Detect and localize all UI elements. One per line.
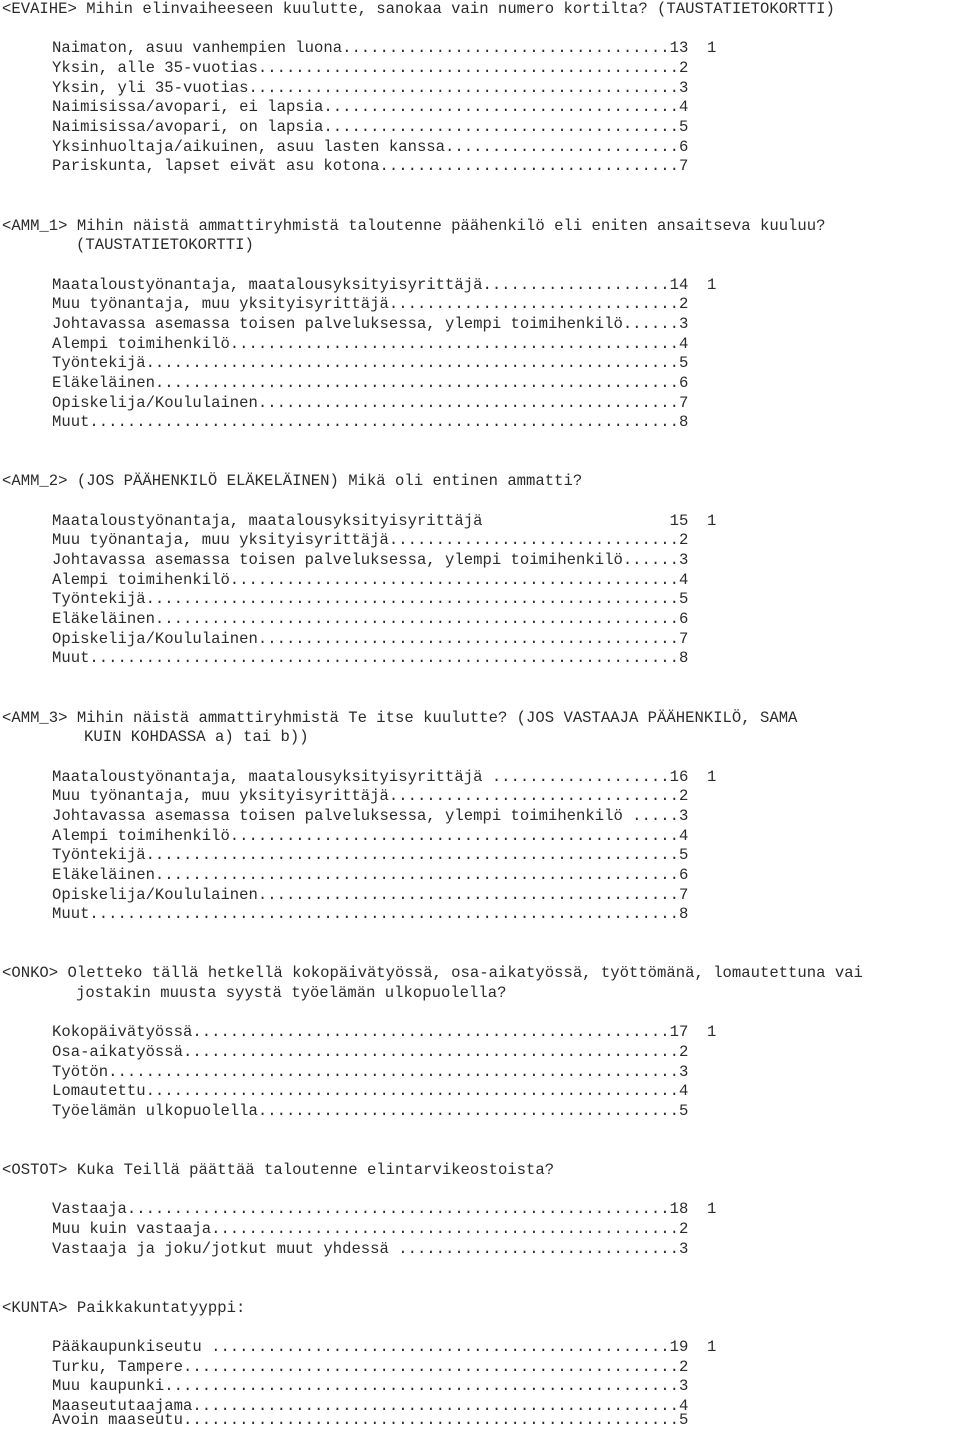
option-line: Yksin, alle 35-vuotias.............................................2 [52,59,689,77]
option-line: Opiskelija/Koululainen.............................................7 [52,394,689,412]
option-line: Johtavassa asemassa toisen palveluksessa, ylempi toimihenkilö......3 [52,315,689,333]
option-line: Johtavassa asemassa toisen palveluksessa, ylempi toimihenkilö......3 [52,551,689,569]
question-onko: <ONKO> Oletteko tällä hetkellä kokopäivätyössä, osa-aikatyössä, työttömänä, lomautettuna vai [2,964,863,982]
option-line: Vastaaja..........................................................18 1 [52,1200,717,1218]
question-amm-3-continuation: KUIN KOHDASSA a) tai b)) [84,728,309,746]
question-kunta: <KUNTA> Paikkakuntatyyppi: [2,1299,246,1317]
option-line: Muu kuin vastaaja..................................................2 [52,1220,689,1238]
option-line: Eläkeläinen........................................................6 [52,866,689,884]
option-line: Alempi toimihenkilö................................................4 [52,335,689,353]
question-amm-1: <AMM_1> Mihin näistä ammattiryhmistä taloutenne päähenkilö eli eniten ansaitseva kuuluu? [2,217,826,235]
option-line: Muut...............................................................8 [52,905,689,923]
question-amm-2: <AMM_2> (JOS PÄÄHENKILÖ ELÄKELÄINEN) Mikä oli entinen ammatti? [2,472,583,490]
option-line: Maataloustyönantaja, maatalousyksityisyrittäjä 15 1 [52,512,717,530]
option-line: Työelämän ulkopuolella.............................................5 [52,1102,689,1120]
option-line: Maataloustyönantaja, maatalousyksityisyrittäjä....................14 1 [52,276,717,294]
option-line: Muu kaupunki.......................................................3 [52,1377,689,1395]
option-line: Johtavassa asemassa toisen palveluksessa, ylempi toimihenkilö .....3 [52,807,689,825]
option-line: Opiskelija/Koululainen.............................................7 [52,886,689,904]
option-line: Muu työnantaja, muu yksityisyrittäjä...............................2 [52,531,689,549]
option-line: Muu työnantaja, muu yksityisyrittäjä...............................2 [52,787,689,805]
option-line: Alempi toimihenkilö................................................4 [52,571,689,589]
option-line: Yksin, yli 35-vuotias..............................................3 [52,79,689,97]
option-line: Yksinhuoltaja/aikuinen, asuu lasten kanssa.........................6 [52,138,689,156]
option-line: Opiskelija/Koululainen.............................................7 [52,630,689,648]
option-line: Muut...............................................................8 [52,413,689,431]
option-line: Pariskunta, lapset eivät asu kotona................................7 [52,157,689,175]
option-line: Eläkeläinen........................................................6 [52,374,689,392]
option-line: Työntekijä.........................................................5 [52,846,689,864]
option-line: Kokopäivätyössä...................................................17 1 [52,1023,717,1041]
option-line: Työntekijä.........................................................5 [52,590,689,608]
option-line: Turku, Tampere.....................................................2 [52,1358,689,1376]
question-evaihe: <EVAIHE> Mihin elinvaiheeseen kuulutte, sanokaa vain numero kortilta? (TAUSTATIETOKORTTI) [2,0,835,18]
option-line: Työntekijä.........................................................5 [52,354,689,372]
option-line: Lomautettu.........................................................4 [52,1082,689,1100]
question-onko-continuation: jostakin muusta syystä työelämän ulkopuolella? [76,984,507,1002]
option-line: Naimisissa/avopari, on lapsia......................................5 [52,118,689,136]
option-line: Naimaton, asuu vanhempien luona...................................13 1 [52,39,717,57]
option-line: Eläkeläinen........................................................6 [52,610,689,628]
option-line: Naimisissa/avopari, ei lapsia......................................4 [52,98,689,116]
option-line: Muut...............................................................8 [52,649,689,667]
question-ostot: <OSTOT> Kuka Teillä päättää taloutenne elintarvikeostoista? [2,1161,555,1179]
question-amm-1-continuation: (TAUSTATIETOKORTTI) [76,236,254,254]
option-line: Maaseututaajama....................................................4 [52,1397,689,1415]
option-line: Osa-aikatyössä.....................................................2 [52,1043,689,1061]
option-line: Avoin maaseutu.....................................................5 [52,1411,689,1429]
option-line: Pääkaupunkiseutu .................................................19 1 [52,1338,717,1356]
option-line: Alempi toimihenkilö................................................4 [52,827,689,845]
option-line: Vastaaja ja joku/jotkut muut yhdessä ..............................3 [52,1240,689,1258]
option-line: Maataloustyönantaja, maatalousyksityisyrittäjä ...................16 1 [52,768,717,786]
question-amm-3: <AMM_3> Mihin näistä ammattiryhmistä Te itse kuulutte? (JOS VASTAAJA PÄÄHENKILÖ, SAMA [2,709,798,727]
option-line: Työtön.............................................................3 [52,1063,689,1081]
option-line: Muu työnantaja, muu yksityisyrittäjä...............................2 [52,295,689,313]
